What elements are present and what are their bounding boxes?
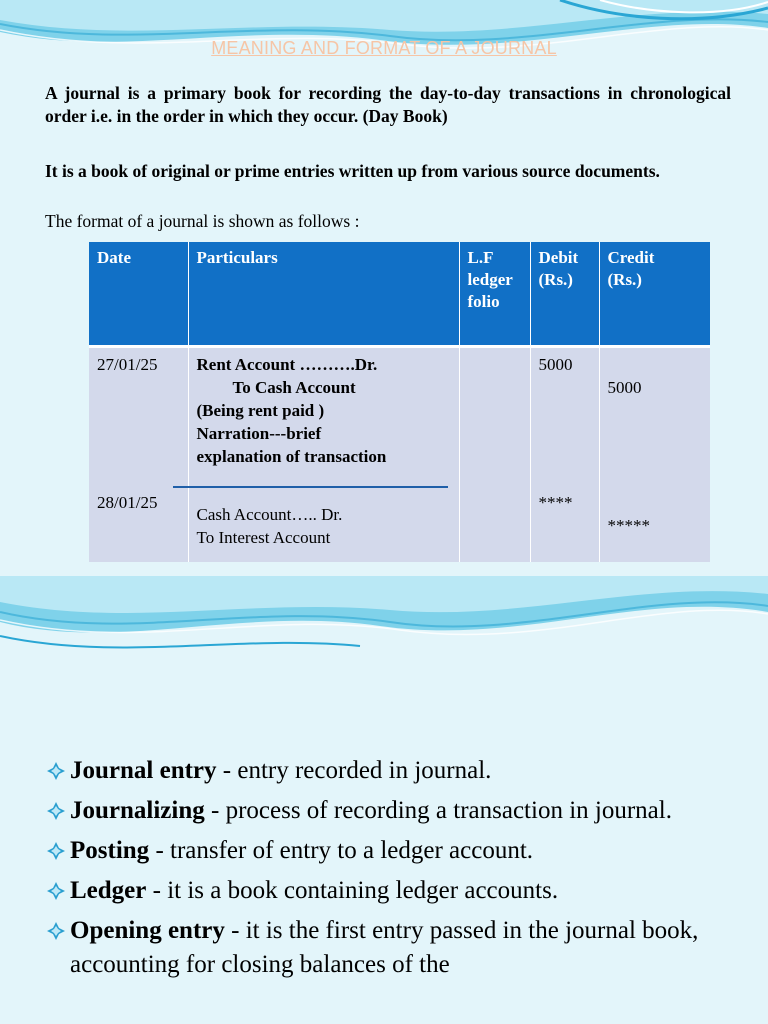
table-header-row: [89, 242, 710, 346]
header-debit: [530, 242, 599, 346]
entries-particulars-cell: [188, 346, 459, 562]
bullet-term: Opening entry: [70, 917, 225, 944]
list-item: [46, 834, 746, 868]
header-lf-line3: folio: [467, 292, 500, 311]
header-credit: [599, 242, 710, 346]
bullet-text: - transfer of entry to a ledger account.: [149, 837, 534, 864]
header-credit-line2: (Rs.): [607, 270, 642, 289]
diamond-bullet-icon: [46, 841, 66, 861]
header-debit-line2: (Rs.): [538, 270, 573, 289]
list-item: [46, 794, 746, 828]
slide-title: MEANING AND FORMAT OF A JOURNAL: [211, 38, 557, 58]
entries-lf-cell: [459, 346, 530, 562]
entry2-date: 28/01/25: [97, 492, 158, 512]
entry-separator-line: [173, 486, 448, 488]
diamond-bullet-icon: [46, 881, 66, 901]
entry2-debit-amount: ****: [538, 492, 573, 512]
bullet-term: Journalizing: [70, 797, 205, 824]
bullet-text: - it is the first entry passed in the journal book, accounting for closing balances of the: [70, 917, 699, 978]
diamond-bullet-icon: [46, 801, 66, 821]
entries-debit-cell: [530, 346, 599, 562]
header-lf: [459, 242, 530, 346]
entries-date-cell: [89, 346, 188, 562]
list-item: [46, 914, 746, 982]
diamond-bullet-icon: [46, 921, 66, 941]
entry1-debit-amount: 5000: [538, 354, 573, 374]
header-debit-line1: Debit: [538, 248, 579, 267]
diamond-bullet-icon: [46, 761, 66, 781]
format-intro-text: The format of a journal is shown as follows :: [45, 211, 360, 231]
journal-format-table: [89, 242, 710, 562]
entries-credit-cell: [599, 346, 710, 562]
entry1-credit-amount: 5000: [607, 377, 642, 397]
entry2-credit-amount: *****: [607, 515, 650, 535]
bullet-term: Ledger: [70, 877, 147, 904]
header-particulars: Particulars: [188, 242, 459, 346]
entry1-debit-account: Rent Account ……….Dr.: [196, 354, 378, 374]
entry1-narration: (Being rent paid ): [196, 400, 325, 420]
header-lf-line1: L.F: [467, 248, 494, 267]
table-row: [89, 346, 710, 562]
header-credit-line1: Credit: [607, 248, 655, 267]
entry1-date: 27/01/25: [97, 354, 158, 374]
entry1-note-line2: explanation of transaction: [196, 446, 387, 466]
wave-header-decoration: [0, 576, 768, 666]
definition-paragraph: A journal is a primary book for recording the day-to-day transactions in chronological order i.e. in the order in which they occur. (Day Book): [45, 83, 731, 126]
entry2-debit-account: Cash Account….. Dr.: [196, 504, 343, 524]
entry1-note-line1: Narration---brief: [196, 423, 322, 443]
list-item: [46, 754, 746, 788]
terms-bullet-list: [46, 754, 746, 988]
bullet-term: Journal entry: [70, 757, 217, 784]
original-entries-paragraph: It is a book of original or prime entries written up from various source documents.: [45, 161, 660, 181]
bullet-term: Posting: [70, 837, 150, 864]
bullet-text: - process of recording a transaction in journal.: [204, 797, 672, 824]
header-date: Date: [89, 242, 188, 346]
entry1-credit-account: To Cash Account: [232, 377, 356, 397]
bullet-text: - it is a book containing ledger accounts.: [146, 877, 559, 904]
header-lf-line2: ledger: [467, 270, 513, 289]
list-item: [46, 874, 746, 908]
bullet-text: - entry recorded in journal.: [216, 757, 492, 784]
entry2-credit-account: To Interest Account: [196, 527, 331, 547]
